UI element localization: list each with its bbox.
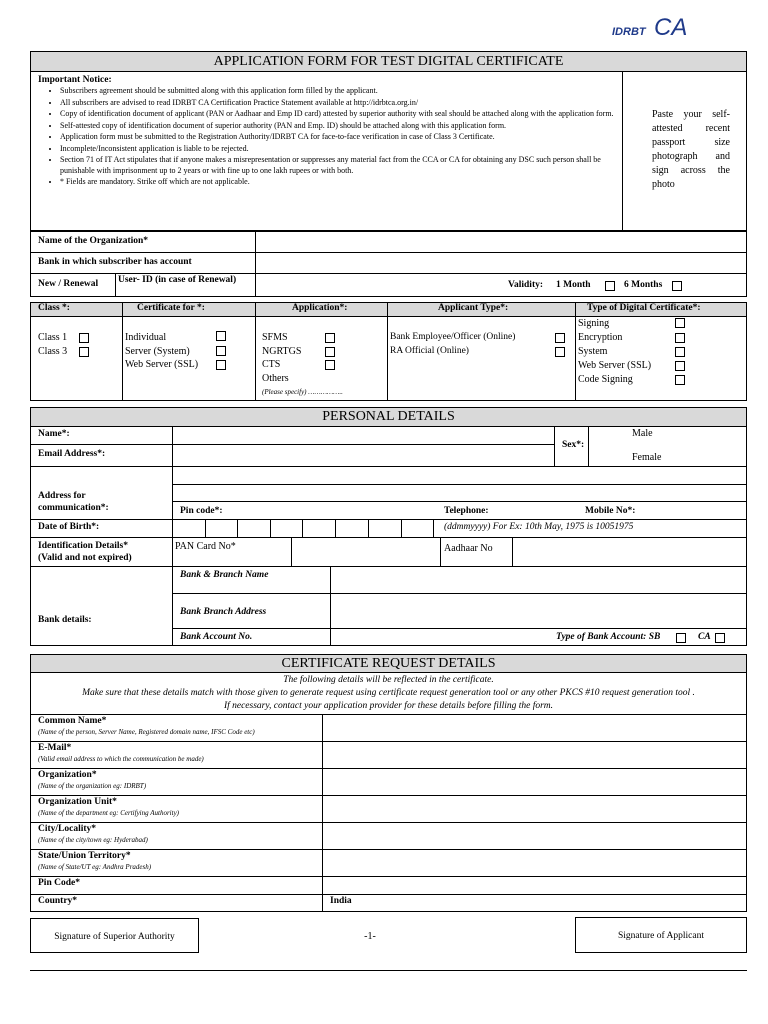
pin-code-label: Pin code*: bbox=[180, 506, 223, 516]
cert-row-label: E-Mail* bbox=[38, 743, 72, 753]
ca-label: CA bbox=[698, 632, 711, 642]
telephone-label: Telephone: bbox=[444, 506, 489, 516]
bank-branch-label: Bank & Branch Name bbox=[180, 570, 269, 580]
cert-row-hint: (Name of State/UT eg: Andhra Pradesh) bbox=[38, 863, 152, 871]
org-name-field[interactable] bbox=[256, 232, 746, 252]
ca-checkbox[interactable] bbox=[715, 633, 725, 643]
notice-item: • Incomplete/Inconsistent application is liable to be rejected. bbox=[60, 144, 618, 155]
cert-for-header: Certificate for *: bbox=[137, 303, 205, 313]
cert-note-2: Make sure that these details match with those given to generate request using certificate request generation tool or any other PKCS #10 request generation tool . bbox=[82, 688, 695, 698]
signing-checkbox[interactable] bbox=[675, 318, 685, 328]
notice-item: • Self-attested copy of identification document of superior authority (PAN and Emp. ID) should be attached along with this application form. bbox=[60, 121, 618, 132]
sex-label: Sex*: bbox=[562, 440, 585, 450]
cert-row-label: City/Locality* bbox=[38, 824, 97, 834]
bank-employee-checkbox[interactable] bbox=[555, 333, 565, 343]
code-signing-checkbox[interactable] bbox=[675, 375, 685, 385]
form-title-text: APPLICATION FORM FOR TEST DIGITAL CERTIFICATE bbox=[213, 54, 564, 69]
sfms-checkbox[interactable] bbox=[325, 333, 335, 343]
cert-row-value[interactable] bbox=[330, 851, 740, 875]
mobile-label: Mobile No*: bbox=[585, 506, 636, 516]
notice-item: • * Fields are mandatory. Strike off which are not applicable. bbox=[60, 177, 618, 188]
web-server-ssl-label: Web Server (SSL) bbox=[578, 360, 652, 371]
applicant-signature-label: Signature of Applicant bbox=[617, 931, 704, 941]
notice-item: • Subscribers agreement should be submitted along with this application form filled by the applicant. bbox=[60, 86, 618, 97]
cert-row-label: Pin Code* bbox=[38, 878, 80, 888]
cert-row-hint: (Valid email address to which the communication be made) bbox=[38, 755, 204, 763]
cert-row-hint: (Name of the city/town eg: Hyderabad) bbox=[38, 836, 148, 844]
encryption-checkbox[interactable] bbox=[675, 333, 685, 343]
cert-row-hint: (Name of the department eg: Certifying Authority) bbox=[38, 809, 180, 817]
account-no-label: Bank Account No. bbox=[180, 632, 253, 642]
logo-ca: CA bbox=[654, 14, 688, 41]
logo-idrbt: IDRBT bbox=[612, 26, 646, 38]
cert-row-label: Country* bbox=[38, 896, 78, 906]
six-months-label: 6 Months bbox=[624, 280, 663, 290]
pan-field[interactable] bbox=[292, 538, 439, 566]
important-notice bbox=[38, 75, 618, 189]
cert-row-value[interactable] bbox=[330, 797, 740, 821]
cert-row-label: Organization* bbox=[38, 770, 97, 780]
personal-details-title: PERSONAL DETAILS bbox=[322, 409, 455, 424]
cert-row-value[interactable] bbox=[330, 824, 740, 848]
cert-row-hint: (Name of the organization eg: IDRBT) bbox=[38, 782, 147, 790]
notice-item: • Application form must be submitted to the Registration Authority/IDRBT CA for face-to-face verification in case of Class 3 Certificate. bbox=[60, 132, 618, 143]
cert-row-value[interactable] bbox=[330, 878, 740, 893]
account-type-label: Type of Bank Account: SB bbox=[556, 632, 661, 642]
class-1-checkbox[interactable] bbox=[79, 333, 89, 343]
code-signing-label: Code Signing bbox=[578, 374, 633, 385]
branch-address-field[interactable] bbox=[331, 594, 746, 628]
dc-type-header: Type of Digital Certificate*: bbox=[587, 303, 701, 313]
idrbt-ca-logo bbox=[612, 14, 702, 42]
dob-field[interactable] bbox=[173, 520, 433, 537]
please-specify[interactable]: (Please specify) …………….. bbox=[262, 388, 343, 396]
aadhaar-label: Aadhaar No bbox=[444, 543, 493, 554]
cert-note-1: The following details will be reflected in the certificate. bbox=[283, 675, 494, 685]
dob-label: Date of Birth*: bbox=[38, 522, 100, 532]
email-label: Email Address*: bbox=[38, 449, 106, 459]
female-option[interactable]: Female bbox=[632, 452, 662, 463]
server-system-label: Server (System) bbox=[125, 346, 190, 357]
cert-row-label: Common Name* bbox=[38, 716, 107, 726]
form-title bbox=[30, 51, 747, 72]
pan-label: PAN Card No* bbox=[175, 541, 236, 552]
others-label: Others bbox=[262, 373, 289, 384]
cert-row-label: State/Union Territory* bbox=[38, 851, 131, 861]
photo-instruction: Paste your self-attested recent passport size photograph and sign across the photo bbox=[652, 109, 730, 190]
class-1-label: Class 1 bbox=[38, 332, 68, 343]
class-3-checkbox[interactable] bbox=[79, 347, 89, 357]
one-month-label: 1 Month bbox=[556, 280, 591, 290]
user-id-label: User- ID (in case of Renewal) bbox=[118, 275, 237, 285]
new-renewal-label: New / Renewal bbox=[38, 279, 99, 289]
six-months-checkbox[interactable] bbox=[672, 281, 682, 291]
applicant-type-header: Applicant Type*: bbox=[438, 303, 509, 313]
cts-label: CTS bbox=[262, 359, 281, 370]
system-checkbox[interactable] bbox=[675, 347, 685, 357]
id-valid-label: (Valid and not expired) bbox=[38, 553, 132, 563]
individual-checkbox[interactable] bbox=[216, 331, 226, 341]
cert-row-value[interactable] bbox=[330, 770, 740, 794]
email-field[interactable] bbox=[173, 445, 553, 466]
bank-branch-field[interactable] bbox=[331, 567, 746, 593]
cert-row-value[interactable]: India bbox=[330, 896, 352, 906]
signing-label: Signing bbox=[578, 318, 610, 329]
application-header: Application*: bbox=[292, 303, 348, 313]
cert-row-hint: (Name of the person, Server Name, Registered domain name, IFSC Code etc) bbox=[38, 728, 255, 736]
ra-official-checkbox[interactable] bbox=[555, 347, 565, 357]
cert-note-3: If necessary, contact your application provider for these details before filling the form. bbox=[223, 701, 554, 711]
notice-item: • Section 71 of IT Act stipulates that if anyone makes a misrepresentation or suppresses any material fact from the CCA or CA for obtaining any DSC such person shall be punishable with imprisonment up to 2 years or with fine up to one lakh rupees or with both. bbox=[60, 155, 618, 176]
server-system-checkbox[interactable] bbox=[216, 346, 226, 356]
footer-rule bbox=[30, 970, 747, 971]
address-label: Address for communication*: bbox=[38, 491, 109, 513]
system-label: System bbox=[578, 346, 608, 357]
web-server-label: Web Server (SSL) bbox=[125, 359, 199, 370]
individual-label: Individual bbox=[125, 332, 167, 343]
sfms-label: SFMS bbox=[262, 332, 288, 343]
ngrtgs-label: NGRTGS bbox=[262, 346, 302, 357]
personal-details-header bbox=[30, 407, 747, 427]
sb-checkbox[interactable] bbox=[676, 633, 686, 643]
web-server-ssl-checkbox[interactable] bbox=[675, 361, 685, 371]
superior-signature-label: Signature of Superior Authority bbox=[54, 932, 175, 942]
notice-item: • All subscribers are advised to read IDRBT CA Certification Practice Statement available at http://idrbtca.org.in/ bbox=[60, 98, 618, 109]
ngrtgs-checkbox[interactable] bbox=[325, 347, 335, 357]
cert-row-label: Organization Unit* bbox=[38, 797, 117, 807]
cert-request-header bbox=[30, 654, 747, 673]
one-month-checkbox[interactable] bbox=[605, 281, 615, 291]
dob-hint: (ddmmyyyy) For Ex: 10th May, 1975 is 10051975 bbox=[444, 522, 634, 532]
branch-address-label: Bank Branch Address bbox=[180, 607, 267, 617]
validity-label: Validity: bbox=[508, 280, 544, 290]
notice-heading: Important Notice: bbox=[38, 75, 112, 85]
male-option[interactable]: Male bbox=[632, 428, 653, 439]
name-field[interactable] bbox=[173, 427, 553, 444]
address-field[interactable] bbox=[173, 467, 746, 501]
id-details-label: Identification Details* bbox=[38, 541, 128, 551]
cert-request-title: CERTIFICATE REQUEST DETAILS bbox=[281, 656, 496, 671]
class-header: Class *: bbox=[38, 303, 70, 313]
cts-checkbox[interactable] bbox=[325, 360, 335, 370]
bank-employee-label: Bank Employee/Officer (Online) bbox=[390, 332, 516, 342]
bank-details-label: Bank details: bbox=[38, 615, 92, 625]
bank-account-field[interactable] bbox=[256, 253, 746, 273]
cert-row-value[interactable] bbox=[330, 743, 740, 767]
aadhaar-field[interactable] bbox=[513, 538, 746, 566]
bank-account-label: Bank in which subscriber has account bbox=[38, 257, 192, 267]
name-label: Name*: bbox=[38, 429, 70, 439]
class-3-label: Class 3 bbox=[38, 346, 68, 357]
encryption-label: Encryption bbox=[578, 332, 623, 343]
web-server-checkbox[interactable] bbox=[216, 360, 226, 370]
cert-row-value[interactable] bbox=[330, 716, 740, 740]
ra-official-label: RA Official (Online) bbox=[390, 346, 469, 356]
notice-item: • Copy of identification document of applicant (PAN or Aadhaar and Emp ID card) attested by superior authority with seal should be attached along with the application form. bbox=[60, 109, 618, 120]
page-number: -1- bbox=[364, 931, 376, 942]
org-name-label: Name of the Organization* bbox=[38, 236, 149, 246]
